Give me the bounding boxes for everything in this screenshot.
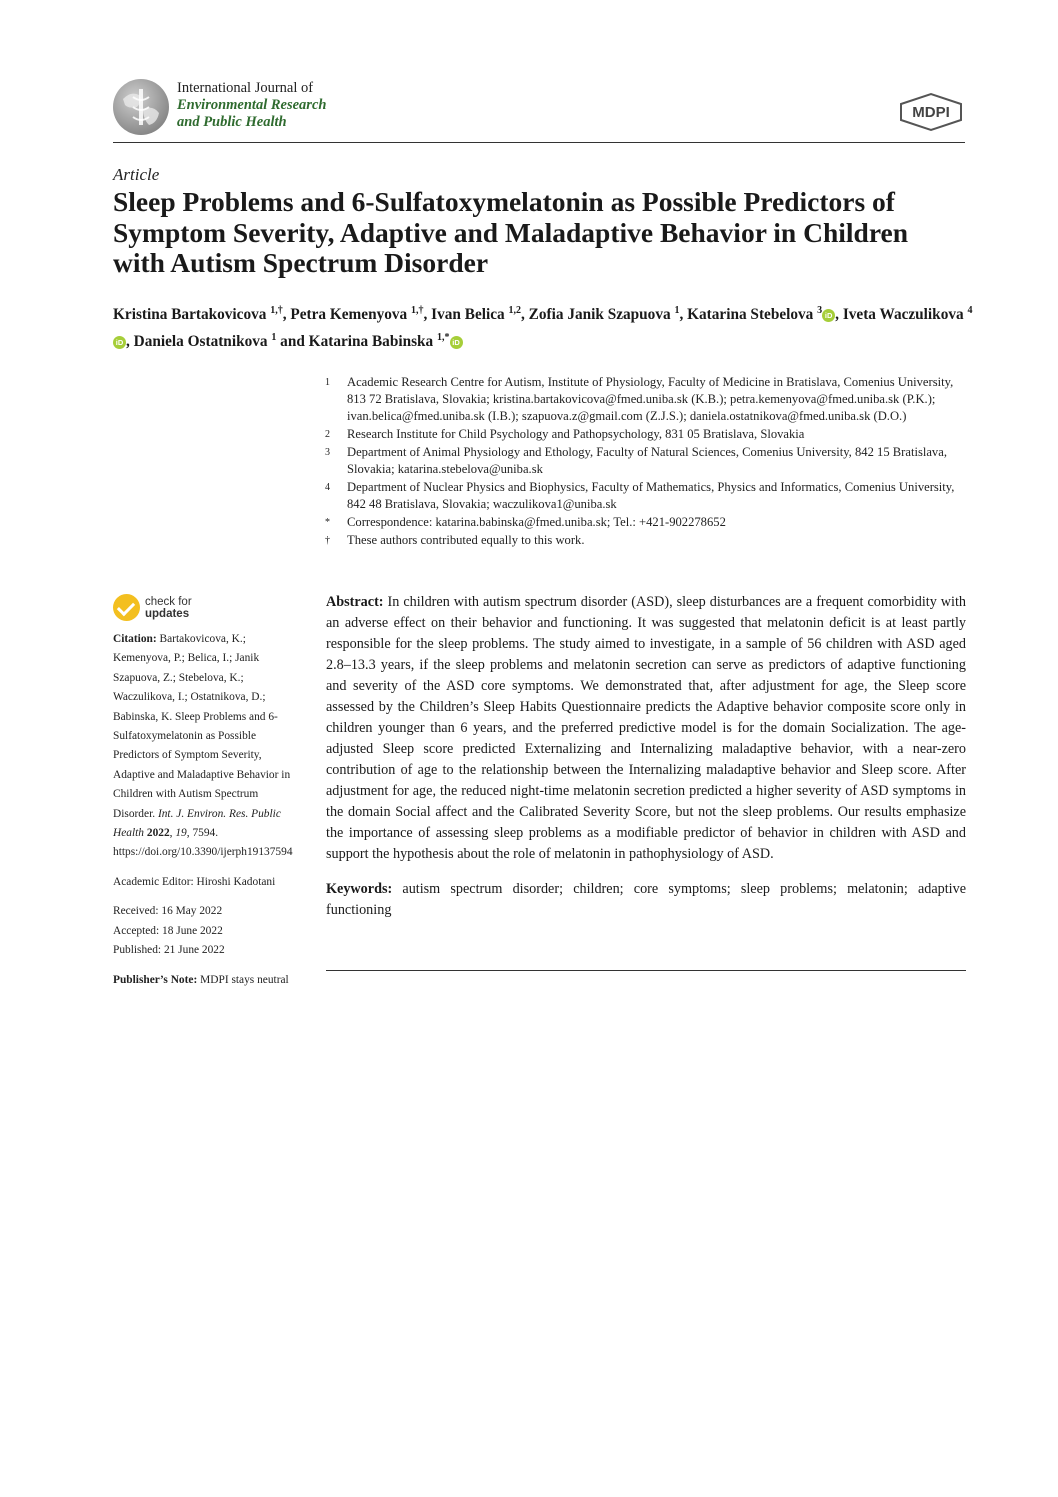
- check-updates-line2: updates: [145, 607, 190, 620]
- author-affiliation-mark: 1,†: [411, 305, 424, 316]
- side-column: [113, 630, 298, 990]
- author: [290, 306, 423, 323]
- author-affiliation-mark: 3: [817, 305, 823, 316]
- globe-icon: [113, 79, 169, 135]
- citation-year: 2022: [146, 827, 170, 840]
- affiliation-text: Academic Research Centre for Autism, Institute of Physiology, Faculty of Medicine in Bratislava, Comenius University, 813 72 Bratislava, Slovakia; kristina.bartakovicova@fmed.uniba.sk (K.B.); petra.kemenyova@fmed.uniba.sk (P.K.); ivan.belica@fmed.uniba.sk (I.B.); szapuova.z@gmail.com (Z.J.S.); daniela.ostatnikova@fmed.uniba.sk (D.O.): [347, 375, 954, 423]
- keywords: [326, 879, 966, 921]
- mdpi-logo: [896, 92, 966, 132]
- publishers-note: [113, 971, 298, 990]
- affiliation-item: [320, 444, 970, 478]
- citation-journal: Int. J. Environ. Res. Public Health: [113, 807, 281, 840]
- orcid-icon[interactable]: iD: [450, 336, 463, 349]
- publishers-note-label: Publisher’s Note:: [113, 973, 198, 986]
- author: [309, 333, 463, 350]
- author-name: Kristina Bartakovicova: [113, 306, 267, 324]
- author-affiliation-mark: 4: [967, 305, 973, 316]
- orcid-icon[interactable]: iD: [113, 336, 126, 349]
- affiliation-mark: †: [325, 535, 330, 546]
- affiliation-item: [320, 479, 970, 513]
- accepted-date: Accepted: 18 June 2022: [113, 924, 223, 937]
- orcid-icon[interactable]: iD: [822, 309, 835, 322]
- journal-name-line1: International Journal of: [177, 80, 314, 96]
- check-for-updates-badge[interactable]: [113, 594, 192, 621]
- author-name: Katarina Babinska: [308, 333, 434, 351]
- citation-label: Citation:: [113, 633, 157, 645]
- mdpi-logo-text: MDPI: [912, 104, 950, 121]
- author-name: Petra Kemenyova: [290, 306, 408, 324]
- citation-text: Bartakovicova, K.; Kemenyova, P.; Belica, I.; Janik Szapuova, Z.; Stebelova, K.; Waczulikova, I.; Ostatnikova, D.; Babinska, K. Sleep Problems and 6-Sulfatoxymelatonin as Possible Predictors of Symptom Severity, Adaptive and Maladaptive Behavior in Children with Autism Spectrum Disorder.: [113, 633, 291, 820]
- abstract-label: Abstract:: [326, 594, 384, 610]
- citation-volume: 19: [175, 827, 187, 840]
- author-name: Zofia Janik Szapuova: [528, 306, 671, 324]
- affiliation-mark: 1: [325, 377, 330, 388]
- author-name: Katarina Stebelova: [687, 306, 814, 324]
- author: [529, 306, 680, 323]
- affiliation-text: Correspondence: katarina.babinska@fmed.uniba.sk; Tel.: +421-902278652: [347, 515, 726, 529]
- author-affiliation-mark: 1,†: [270, 305, 283, 316]
- author: [687, 306, 835, 323]
- affiliation-item: [320, 532, 970, 549]
- affiliations: [320, 374, 970, 550]
- affiliation-text: These authors contributed equally to this work.: [347, 533, 585, 547]
- citation: Citation: Bartakovicova, K.; Kemenyova, P.; Belica, I.; Janik Szapuova, Z.; Stebelova, K.; Waczulikova, I.; Ostatnikova, D.; Babinska, K. Sleep Problems and 6-Sulfatoxymelatonin as Possible Predictors of Symptom Severity, Adaptive and Maladaptive Behavior in Children with Autism Spectrum Disorder. Int. J. Environ. Res. Public Health 2022, 19, 7594. https://doi.org/10.3390/ijerph19137594: [113, 633, 293, 859]
- check-icon: [113, 594, 140, 621]
- journal-name-line3: and Public Health: [177, 114, 287, 130]
- author-list: Kristina Bartakovicova $^{1,\dagger}$, Petra Kemenyova $^{1,\dagger}$, Ivan Belica $^{1,2}$, Zofia Janik Szapuova $^1$, Katarina Stebelova $^3$ iD , Iveta Waczulikova $^4$iD , Daniela Ostatnikova $^1$ and Katarina Babinska $^{1,*}$ iD: [113, 305, 973, 351]
- affiliation-mark: 2: [325, 429, 330, 440]
- affiliation-text: Research Institute for Child Psychology and Pathopsychology, 831 05 Bratislava, Slovakia: [347, 427, 805, 441]
- affiliation-item: [320, 426, 970, 443]
- header-rule: [113, 142, 965, 143]
- author-affiliation-mark: 1,2: [508, 305, 522, 316]
- affiliation-mark: 3: [325, 447, 330, 458]
- publishers-note-text: MDPI stays neutral: [200, 973, 289, 986]
- paper-title: Sleep Problems and 6-Sulfatoxymelatonin as Possible Predictors of Symptom Severity, Adaptive and Maladaptive Behavior in Children with Autism Spectrum Disorder: [113, 186, 909, 278]
- article-type: Article: [113, 165, 160, 184]
- journal-name-line2: Environmental Research: [177, 97, 327, 113]
- received-date: Received: 16 May 2022: [113, 905, 223, 918]
- affiliation-item: [320, 374, 970, 425]
- author: [134, 333, 277, 350]
- affiliation-mark: *: [325, 517, 330, 528]
- keywords-label: Keywords:: [326, 881, 393, 897]
- check-updates-line1: check for: [145, 595, 192, 608]
- abstract-section: [326, 592, 966, 933]
- affiliation-text: Department of Nuclear Physics and Biophysics, Faculty of Mathematics, Physics and Informatics, Comenius University, 842 48 Bratislava, Slovakia; waczulikova1@uniba.sk: [347, 480, 955, 511]
- abstract-text: In children with autism spectrum disorder (ASD), sleep disturbances are a frequent comorbidity with an adverse effect on their behavior and functioning. It was suggested that melatonin deficit is at least partly responsible for the sleep problems. The study aimed to investigate, in a sample of 56 children with ASD aged 2.8–13.3 years, if the sleep problems and melatonin secretion can serve as predictors of adaptive functioning and severity of the ASD core symptoms. We demonstrated that, after adjustment for age, the Sleep score assessed by the Children’s Sleep Habits Questionnaire predicts the Adaptive behavior composite score only in children younger than 6 years, and the preferred predictive model is for the domain Socialization. The age-adjusted Sleep score predicted Externalizing and Internalizing maladaptive behavior, with a near-zero contribution of age to the relationship between the Internalizing maladaptive behavior and Sleep score. After adjustment for age, the reduced night-time melatonin secretion predicted a higher severity of ASD symptoms in the domain Social affect and the Calibrated Severity Score, but not the sleep problems. Our results emphasize the importance of assessing sleep problems as a modifiable predictor of behavior in children with ASD and support the hypothesis about the role of melatonin in pathophysiology of ASD.: [326, 594, 966, 862]
- author-affiliation-mark: 1,*: [437, 332, 450, 344]
- abstract: [326, 592, 966, 865]
- author-affiliation-mark: 1: [674, 305, 680, 316]
- affiliation-text: Department of Animal Physiology and Ethology, Faculty of Natural Sciences, Comenius University, 842 15 Bratislava, Slovakia; katarina.stebelova@uniba.sk: [347, 445, 947, 476]
- academic-editor: Academic Editor: Hiroshi Kadotani: [113, 875, 276, 888]
- author-name: Ivan Belica: [431, 306, 505, 324]
- abstract-rule: [326, 970, 966, 971]
- author-name: Daniela Ostatnikova: [133, 333, 268, 351]
- published-date: Published: 21 June 2022: [113, 944, 225, 957]
- citation-rest: , 7594. https://doi.org/10.3390/ijerph19137594: [113, 827, 293, 859]
- author-name: Iveta Waczulikova: [842, 306, 964, 324]
- author: [113, 306, 283, 323]
- affiliation-item: [320, 514, 970, 531]
- journal-name: [177, 80, 326, 131]
- author-affiliation-mark: 1: [271, 332, 277, 344]
- keywords-text: autism spectrum disorder; children; core symptoms; sleep problems; melatonin; adaptive functioning: [326, 881, 967, 918]
- affiliation-mark: 4: [325, 482, 330, 493]
- author: [431, 306, 521, 323]
- journal-logo: [113, 79, 169, 135]
